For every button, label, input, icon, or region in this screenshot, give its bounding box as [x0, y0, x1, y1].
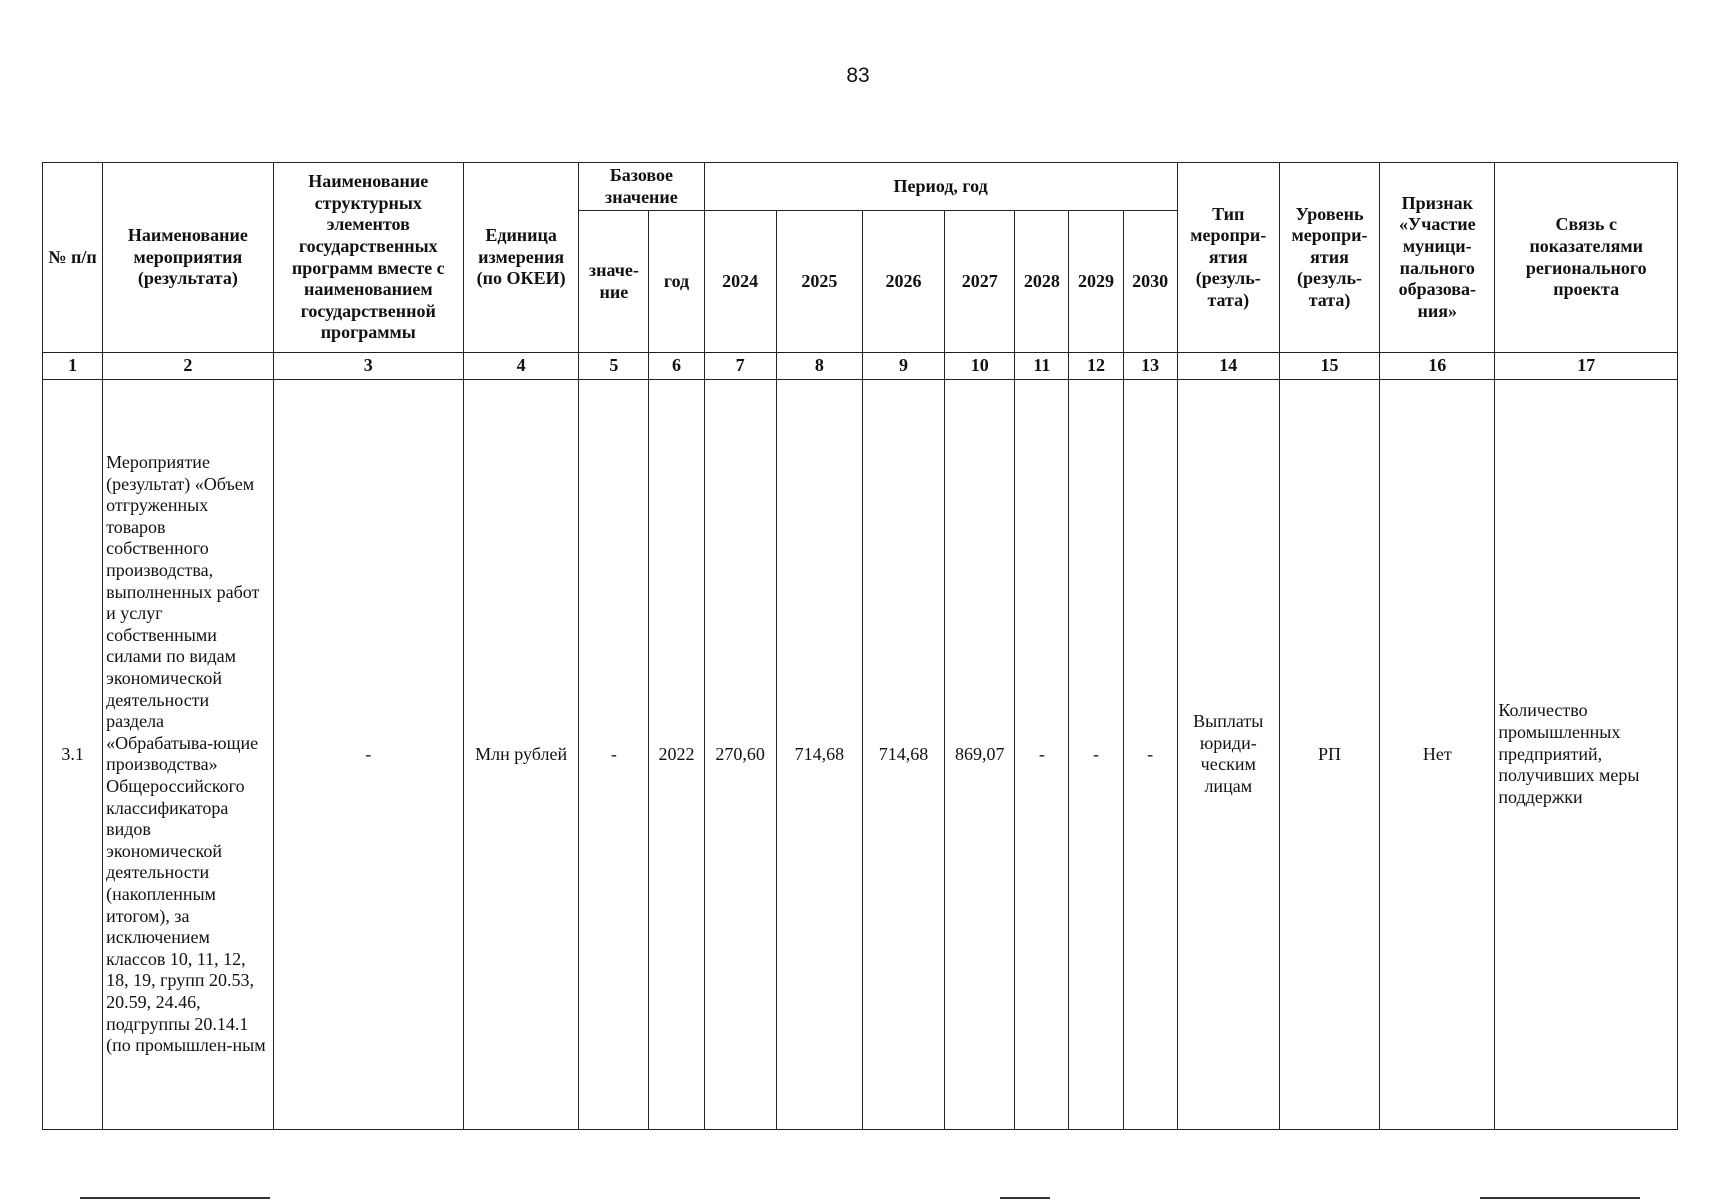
row-event-name: Мероприятие (результат) «Объем отгруженных товаров собственного производства, выполненных работ и услуг собственными силами по видам экономической деятельности раздела «Обрабатыва-ющие производства» Общероссийского классификатора видов экономической деятельности (накопленным итогом), за исключением классов 10, 11, 12, 18, 19, групп 20.53, 20.59, 24.46, подгруппы 20.14.1 (по промышлен-ным: [103, 379, 273, 1129]
bottom-rule-middle: [1000, 1197, 1050, 1199]
column-number: 6: [649, 353, 704, 380]
header-struct: Наименование структурных элементов государственных программ вместе с наименованием государственной программы: [273, 163, 463, 353]
column-number: 14: [1177, 353, 1279, 380]
header-year-2029: 2029: [1069, 211, 1123, 353]
column-number: 5: [579, 353, 649, 380]
header-level: Уровень меропри-ятия (резуль-тата): [1279, 163, 1379, 353]
header-row-1: [43, 163, 1678, 211]
column-number: 7: [704, 353, 776, 380]
header-year-2026: 2026: [862, 211, 944, 353]
row-number: 3.1: [43, 379, 103, 1129]
row-value-2025: 714,68: [776, 379, 862, 1129]
header-base-group: Базовое значение: [579, 163, 704, 211]
column-number: 16: [1380, 353, 1495, 380]
header-period-group: Период, год: [704, 163, 1177, 211]
column-number-row: [43, 353, 1678, 380]
row-base-value: -: [579, 379, 649, 1129]
header-year-2027: 2027: [945, 211, 1015, 353]
row-sign: Нет: [1380, 379, 1495, 1129]
header-no: № п/п: [43, 163, 103, 353]
header-type: Тип меропри-ятия (резуль-тата): [1177, 163, 1279, 353]
column-number: 4: [464, 353, 579, 380]
row-link: Количество промышленных предприятий, получивших меры поддержки: [1495, 379, 1678, 1129]
header-year-2025: 2025: [776, 211, 862, 353]
header-year-2030: 2030: [1123, 211, 1177, 353]
header-year-2024: 2024: [704, 211, 776, 353]
row-struct: -: [273, 379, 463, 1129]
row-value-2028: -: [1015, 379, 1069, 1129]
column-number: 3: [273, 353, 463, 380]
column-number: 10: [945, 353, 1015, 380]
events-table: [42, 162, 1678, 1130]
column-number: 12: [1069, 353, 1123, 380]
column-number: 17: [1495, 353, 1678, 380]
header-link: Связь с показателями регионального проекта: [1495, 163, 1678, 353]
row-value-2027: 869,07: [945, 379, 1015, 1129]
column-number: 1: [43, 353, 103, 380]
row-type: Выплаты юриди-ческим лицам: [1177, 379, 1279, 1129]
header-sign: Признак «Участие муници-пального образова-ния»: [1380, 163, 1495, 353]
header-name: Наименование мероприятия (результата): [103, 163, 273, 353]
row-value-2024: 270,60: [704, 379, 776, 1129]
table-row: [43, 379, 1678, 1129]
column-number: 13: [1123, 353, 1177, 380]
row-value-2026: 714,68: [862, 379, 944, 1129]
header-base-value: значе-ние: [579, 211, 649, 353]
row-unit: Млн рублей: [464, 379, 579, 1129]
column-number: 8: [776, 353, 862, 380]
row-value-2030: -: [1123, 379, 1177, 1129]
row-base-year: 2022: [649, 379, 704, 1129]
column-number: 2: [103, 353, 273, 380]
bottom-rule-right: [1480, 1197, 1640, 1199]
header-unit: Единица измерения (по ОКЕИ): [464, 163, 579, 353]
row-value-2029: -: [1069, 379, 1123, 1129]
header-year-2028: 2028: [1015, 211, 1069, 353]
column-number: 9: [862, 353, 944, 380]
page-number: 83: [846, 64, 870, 87]
column-number: 15: [1279, 353, 1379, 380]
column-number: 11: [1015, 353, 1069, 380]
row-level: РП: [1279, 379, 1379, 1129]
bottom-rule-left: [80, 1197, 270, 1199]
header-base-year: год: [649, 211, 704, 353]
